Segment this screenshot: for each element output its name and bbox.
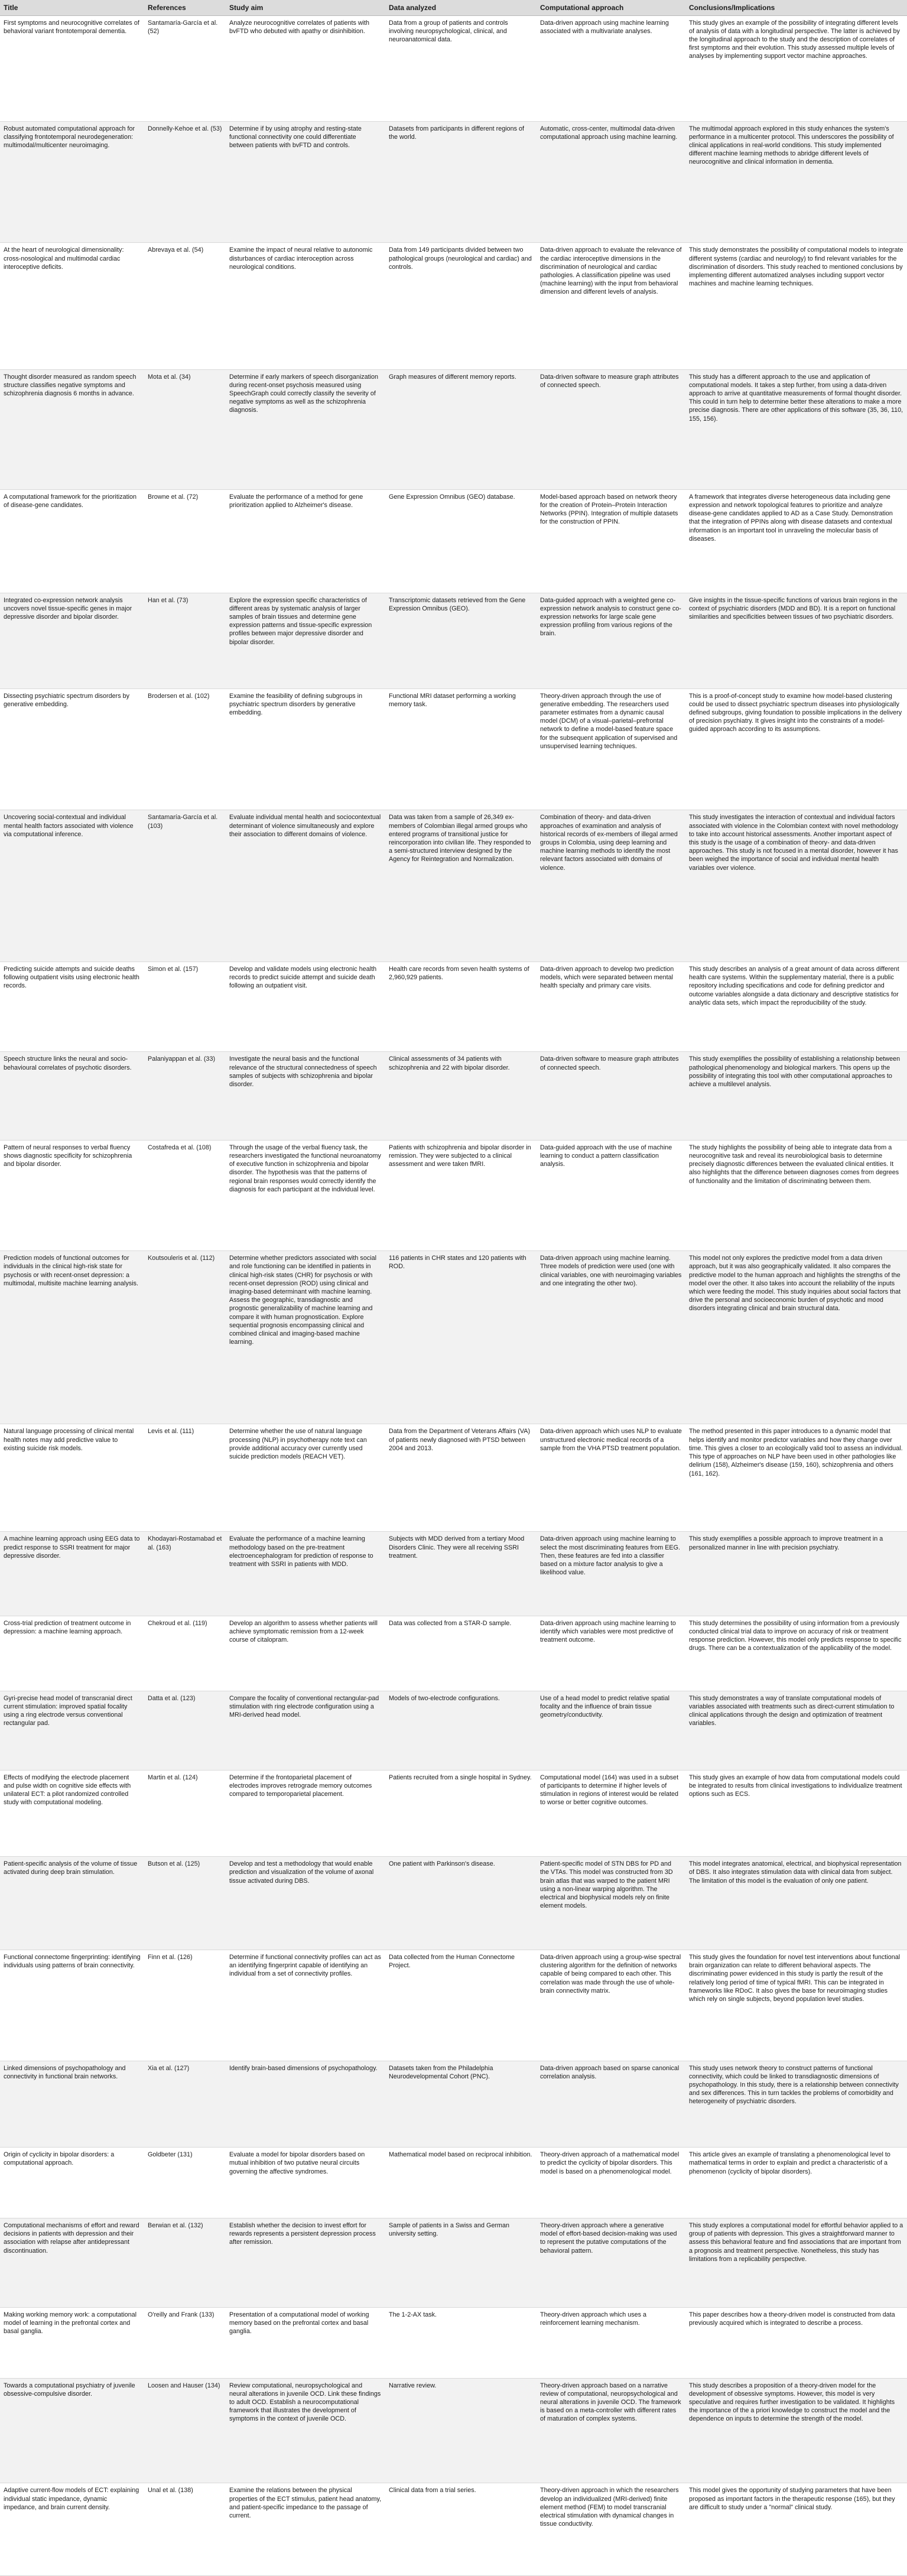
title-cell: At the heart of neurological dimensionality: cross-nosological and multimodal cardiac interoceptive deficits. [0,243,144,369]
approach-cell: Data-driven approach using machine learning. Three models of prediction were used (one with clinical variables, one with neuroimaging variables and one integrating the other two). [537,1251,685,1424]
conclusion-cell: Give insights in the tissue-specific functions of various brain regions in the context of psychiatric disorders (MDD and BD). It is a report on functional similarities and specificities between tissues of two psychiatric disorders. [685,593,907,688]
header-row [0,0,907,15]
title-cell: Integrated co-expression network analysis uncovers novel tissue-specific genes in major depressive disorder and bipolar disorder. [0,593,144,688]
conclusion-cell: This study has a different approach to the use and application of computational models. It takes a step further, from using a data-driven approach to arrive at quantitative measurements of formal thought disorder. This could in turn help to determine better these alterations to make a more precise diagnosis. There are other applications of this software (35, 36, 110, 155, 156). [685,369,907,489]
header-references: References [144,0,226,15]
conclusion-cell: The multimodal approach explored in this study enhances the system's performance in a multicenter protocol. This underscores the possibility of clinical applications in real-world conditions. This study implemented different machine learning methods to abridge different levels of neurocognitive and clinical information in dementia. [685,121,907,243]
reference-cell: Mota et al. (34) [144,369,226,489]
table-row [0,489,907,593]
title-cell: Effects of modifying the electrode placement and pulse width on cognitive side effects with unilateral ECT: a pilot randomized controlled study with computational modeling. [0,1770,144,1857]
reference-cell: Costafreda et al. (108) [144,1140,226,1251]
reference-cell: Han et al. (73) [144,593,226,688]
data-cell: Datasets taken from the Philadelphia Neurodevelopmental Cohort (PNC). [385,2061,537,2148]
title-cell: Natural language processing of clinical mental health notes may add predictive value to existing suicide risk models. [0,1424,144,1532]
approach-cell: Theory-driven approach in which the researchers develop an individualized (MRI-derived) finite element method (FEM) to model transcranial electrical stimulation with dynamical changes in tissue conductivity. [537,2483,685,2576]
table-row [0,121,907,243]
reference-cell: Levis et al. (111) [144,1424,226,1532]
table-row [0,962,907,1052]
data-cell: Sample of patients in a Swiss and German university setting. [385,2218,537,2308]
title-cell: Gyri-precise head model of transcranial direct current stimulation: improved spatial focality using a ring electrode versus conventional rectangular pad. [0,1691,144,1770]
table-row [0,243,907,369]
conclusion-cell: This study gives an example of the possibility of integrating different levels of analysis of data with a longitudinal perspective. The latter is achieved by the longitudinal approach to the study and the description of correlates of first symptoms and their evolution. This study assessed multiple levels of analyses by implementing support vector machine approaches. [685,15,907,121]
approach-cell: Data-driven approach using machine learning to select the most discriminating features from EEG. Then, these features are fed into a classifier based on a mixture factor analysis to give a likelihood value. [537,1532,685,1616]
title-cell: First symptoms and neurocognitive correlates of behavioral variant frontotemporal dementia. [0,15,144,121]
header-title: Title [0,0,144,15]
title-cell: Origin of cyclicity in bipolar disorders: a computational approach. [0,2148,144,2218]
approach-cell: Data-driven software to measure graph attributes of connected speech. [537,1052,685,1140]
table-row [0,1950,907,2061]
reference-cell: Martin et al. (124) [144,1770,226,1857]
reference-cell: O'reilly and Frank (133) [144,2307,226,2378]
aim-cell: Determine if early markers of speech disorganization during recent-onset psychosis measured using SpeechGraph could correctly classify the severity of negative symptoms as well as the schizophrenia diagnosis. [226,369,385,489]
data-cell: Data was taken from a sample of 26,349 ex-members of Colombian illegal armed groups who entered programs of transitional justice for reincorporation into civilian life. They responded to a semi-structured interview designed by the Agency for Reintegration and Normalization. [385,810,537,962]
title-cell: Dissecting psychiatric spectrum disorders by generative embedding. [0,688,144,810]
data-cell: Functional MRI dataset performing a working memory task. [385,688,537,810]
table-row [0,1052,907,1140]
reference-cell: Brodersen et al. (102) [144,688,226,810]
approach-cell: Use of a head model to predict relative spatial focality and the influence of brain tissue geometry/conductivity. [537,1691,685,1770]
reference-cell: Santamaría-García et al. (103) [144,810,226,962]
table-row [0,2148,907,2218]
conclusion-cell: This study demonstrates a way of translate computational models of variables associated with treatments such as direct-current stimulation to clinical applications through the design and optimization of treatment variables. [685,1691,907,1770]
title-cell: Adaptive current-flow models of ECT: explaining individual static impedance, dynamic impedance, and brain current density. [0,2483,144,2576]
table-row [0,1691,907,1770]
approach-cell: Data-driven approach to develop two prediction models, which were separated between mental health specialty and primary care visits. [537,962,685,1052]
table-row [0,369,907,489]
conclusion-cell: This model not only explores the predictive model from a data driven approach, but it was also geographically validated. It also compares the predictive model to the human approach and highlights the strengths of the model over the other. It also takes into account the reliability of the inputs which were feeding the model. This study inquiries about social factors that drive the personal and socioeconomic burden of psychotic and mood disorders integrating clinical and brain structural data. [685,1251,907,1424]
conclusion-cell: A framework that integrates diverse heterogeneous data including gene expression and network topological features to prioritize and analyze disease-gene candidates applied to AD as a Case Study. Demonstration that the integration of PPINs along with disease datasets and contextual information is an important tool in unraveling the molecular basis of diseases. [685,489,907,593]
title-cell: Thought disorder measured as random speech structure classifies negative symptoms and schizophrenia diagnosis 6 months in advance. [0,369,144,489]
aim-cell: Evaluate the performance of a method for gene prioritization applied to Alzheimer's disease. [226,489,385,593]
title-cell: Uncovering social-contextual and individual mental health factors associated with violence via computational inference. [0,810,144,962]
data-cell: Patients with schizophrenia and bipolar disorder in remission. They were subjected to a clinical assessment and were taken fMRI. [385,1140,537,1251]
aim-cell: Determine if by using atrophy and resting-state functional connectivity one could differentiate between patients with bvFTD and controls. [226,121,385,243]
table-row [0,2307,907,2378]
table-row [0,1857,907,1950]
reference-cell: Goldbeter (131) [144,2148,226,2218]
approach-cell: Data-driven approach based on sparse canonical correlation analysis. [537,2061,685,2148]
title-cell: Linked dimensions of psychopathology and connectivity in functional brain networks. [0,2061,144,2148]
table-header [0,0,907,15]
aim-cell: Explore the expression specific characteristics of different areas by systematic analysis of larger samples of brain tissues and determine gene expression patterns and tissue-specific expression profiles between major depressive disorder and bipolar disorder. [226,593,385,688]
title-cell: Predicting suicide attempts and suicide deaths following outpatient visits using electronic health records. [0,962,144,1052]
data-cell: Data from a group of patients and controls involving neuropsychological, clinical, and neuroanatomical data. [385,15,537,121]
reference-cell: Unal et al. (138) [144,2483,226,2576]
data-cell: One patient with Parkinson's disease. [385,1857,537,1950]
conclusion-cell: This study gives an example of how data from computational models could be integrated to results from clinical investigations to individualize treatment options such as ECS. [685,1770,907,1857]
table-row [0,2378,907,2483]
data-cell: Data from 149 participants divided between two pathological groups (neurological and cardiac) and controls. [385,243,537,369]
title-cell: A machine learning approach using EEG data to predict response to SSRI treatment for major depressive disorder. [0,1532,144,1616]
conclusion-cell: This model gives the opportunity of studying parameters that have been proposed as important factors in the therapeutic response (165), but they are difficult to study under a "normal" clinical study. [685,2483,907,2576]
table-row [0,1424,907,1532]
aim-cell: Examine the relations between the physical properties of the ECT stimulus, patient head anatomy, and patient-specific impedance to the passage of current. [226,2483,385,2576]
aim-cell: Develop and validate models using electronic health records to predict suicide attempt and suicide death following an outpatient visit. [226,962,385,1052]
data-cell: Gene Expression Omnibus (GEO) database. [385,489,537,593]
data-cell: Graph measures of different memory reports. [385,369,537,489]
table-row [0,1251,907,1424]
header-conclusions: Conclusions/Implications [685,0,907,15]
data-cell: Subjects with MDD derived from a tertiary Mood Disorders Clinic. They were all receiving SSRI treatment. [385,1532,537,1616]
data-cell: Datasets from participants in different regions of the world. [385,121,537,243]
data-cell: Data was collected from a STAR-D sample. [385,1616,537,1691]
title-cell: Robust automated computational approach for classifying frontotemporal neurodegeneration: multimodal/multicenter neuroimaging. [0,121,144,243]
conclusion-cell: This paper describes how a theory-driven model is constructed from data previously acquired which is integrated to describe a process. [685,2307,907,2378]
aim-cell: Investigate the neural basis and the functional relevance of the structural connectedness of speech samples of subjects with schizophrenia and bipolar disorder. [226,1052,385,1140]
conclusion-cell: This model integrates anatomical, electrical, and biophysical representation of DBS. It also integrates stimulation data with clinical data from subject. The limitation of this model is the evaluation of only one patient. [685,1857,907,1950]
approach-cell: Data-driven approach using a group-wise spectral clustering algorithm for the definition of networks capable of being compared to each other. This correlation was made through the use of whole-brain connectivity matrix. [537,1950,685,2061]
title-cell: Speech structure links the neural and socio-behavioural correlates of psychotic disorders. [0,1052,144,1140]
header-data-analyzed: Data analyzed [385,0,537,15]
data-cell: Transcriptomic datasets retrieved from the Gene Expression Omnibus (GEO). [385,593,537,688]
reference-cell: Loosen and Hauser (134) [144,2378,226,2483]
conclusion-cell: This study demonstrates the possibility of computational models to integrate different systems (cardiac and neurology) to find relevant variables for the discrimination of disorders. This study reached to mentioned conclusions by implementing different automatized analyses including support vector machines and machine learning techniques. [685,243,907,369]
aim-cell: Compare the focality of conventional rectangular-pad stimulation with ring electrode configuration using a MRI-derived head model. [226,1691,385,1770]
title-cell: Patient-specific analysis of the volume of tissue activated during deep brain stimulation. [0,1857,144,1950]
approach-cell: Data-driven software to measure graph attributes of connected speech. [537,369,685,489]
approach-cell: Theory-driven approach which uses a reinforcement learning mechanism. [537,2307,685,2378]
approach-cell: Data-guided approach with the use of machine learning to conduct a pattern classification analysis. [537,1140,685,1251]
conclusion-cell: This study describes a proposition of a theory-driven model for the development of obsessive symptoms. However, this model is very speculative and requires further investigation to be validated. It highlights the importance of the a priori knowledge to construct the model and the dependence on inputs to determine the strength of the model. [685,2378,907,2483]
data-cell: Clinical assessments of 34 patients with schizophrenia and 22 with bipolar disorder. [385,1052,537,1140]
aim-cell: Analyze neurocognitive correlates of patients with bvFTD who debuted with apathy or disinhibition. [226,15,385,121]
approach-cell: Model-based approach based on network theory for the creation of Protein–Protein Interaction Networks (PPIN). Integration of multiple datasets for the construction of PPIN. [537,489,685,593]
table-row [0,2061,907,2148]
header-study-aim: Study aim [226,0,385,15]
title-cell: Pattern of neural responses to verbal fluency shows diagnostic specificity for schizophrenia and bipolar disorder. [0,1140,144,1251]
table-body [0,15,907,2576]
data-cell: Data collected from the Human Connectome Project. [385,1950,537,2061]
header-computational-approach: Computational approach [537,0,685,15]
data-cell: Health care records from seven health systems of 2,960,929 patients. [385,962,537,1052]
table-row [0,2483,907,2576]
aim-cell: Determine if the frontoparietal placement of electrodes improves retrograde memory outcomes compared to temporoparietal placement. [226,1770,385,1857]
aim-cell: Determine whether predictors associated with social and role functioning can be identified in patients in clinical high-risk states (CHR) for psychosis or with recent-onset depression (ROD) using clinical and imaging-based determinant with machine learning. Assess the geographic, transdiagnostic and prognostic generalizability of machine learning and compare it with human prognostication. Explore sequential prognosis encompassing clinical and combined clinical and imaging-based machine learning. [226,1251,385,1424]
approach-cell: Computational model (164) was used in a subset of participants to determine if higher levels of stimulation in regions of interest would be related to worse or better cognitive outcomes. [537,1770,685,1857]
reference-cell: Abrevaya et al. (54) [144,243,226,369]
approach-cell: Theory-driven approach where a generative model of effort-based decision-making was used to represent the putative computations of the behavioral pattern. [537,2218,685,2308]
title-cell: Functional connectome fingerprinting: identifying individuals using patterns of brain connectivity. [0,1950,144,2061]
reference-cell: Berwian et al. (132) [144,2218,226,2308]
approach-cell: Data-driven approach using machine learning associated with a multivariate analyses. [537,15,685,121]
table-row [0,2218,907,2308]
reference-cell: Datta et al. (123) [144,1691,226,1770]
approach-cell: Theory-driven approach through the use of generative embedding. The researchers used parameter estimates from a dynamic causal model (DCM) of a visual–parietal–prefrontal network to define a model-based feature space for the subsequent application of supervised and unsupervised learning techniques. [537,688,685,810]
aim-cell: Determine if functional connectivity profiles can act as an identifying fingerprint capable of identifying an individual from a set of connectivity profiles. [226,1950,385,2061]
aim-cell: Review computational, neuropsychological and neural alterations in juvenile OCD. Link these findings to adult OCD. Establish a neurocomputational framework that illustrates the development of symptoms in the context of juvenile OCD. [226,2378,385,2483]
data-cell: 116 patients in CHR states and 120 patients with ROD. [385,1251,537,1424]
data-cell: Models of two-electrode configurations. [385,1691,537,1770]
reference-cell: Browne et al. (72) [144,489,226,593]
approach-cell: Theory-driven approach of a mathematical model to predict the cyclicity of bipolar disorders. This model is based on a phenomenological model. [537,2148,685,2218]
conclusion-cell: This study gives the foundation for novel test interventions about functional brain organization can relate to different behavioral aspects. The discriminating power evidenced in this study is partly the result of the relatively long period of time of typical fMRI. This can be integrated in frameworks like RDoC. It also gives the base for neuroimaging studies which rely on single subjects, beyond population level studies. [685,1950,907,2061]
reference-cell: Butson et al. (125) [144,1857,226,1950]
reference-cell: Chekroud et al. (119) [144,1616,226,1691]
conclusion-cell: This study explores a computational model for effortful behavior applied to a group of patients with depression. This gives a straightforward manner to assess this behavioral feature and find associations that are important from a prognosis and treatment perspective. Nonetheless, this study has limitations from a replicability perspective. [685,2218,907,2308]
aim-cell: Determine whether the use of natural language processing (NLP) in psychotherapy note text can provide additional accuracy over currently used suicide prediction models (REACH VET). [226,1424,385,1532]
reference-cell: Palaniyappan et al. (33) [144,1052,226,1140]
aim-cell: Presentation of a computational model of working memory based on the prefrontal cortex and basal ganglia. [226,2307,385,2378]
data-cell: Narrative review. [385,2378,537,2483]
approach-cell: Data-driven approach using machine learning to identify which variables were most predictive of treatment outcome. [537,1616,685,1691]
title-cell: Cross-trial prediction of treatment outcome in depression: a machine learning approach. [0,1616,144,1691]
title-cell: A computational framework for the prioritization of disease-gene candidates. [0,489,144,593]
approach-cell: Data-driven approach which uses NLP to evaluate unstructured electronic medical records of a sample from the VHA PTSD treatment population. [537,1424,685,1532]
reference-cell: Santamaría-García et al. (52) [144,15,226,121]
title-cell: Making working memory work: a computational model of learning in the prefrontal cortex and basal ganglia. [0,2307,144,2378]
conclusion-cell: This study investigates the interaction of contextual and individual factors associated with violence in the Colombian context with novel methodology to take into account historical assessments. Another important aspect of this study is the usage of a combination of theory- and data-driven approaches. This study is not focused in a mental disorder, however it has been weighed the importance of social and individual mental health variables over violence. [685,810,907,962]
title-cell: Prediction models of functional outcomes for individuals in the clinical high-risk state for psychosis or with recent-onset depression: a multimodal, multisite machine learning analysis. [0,1251,144,1424]
table-row [0,1616,907,1691]
table-row [0,810,907,962]
conclusion-cell: This study determines the possibility of using information from a previously conducted clinical trial data to improve on accuracy of risk or treatment response prediction. However, this model only predicts response to specific drugs. There can be a contextualization of the applicability of the model. [685,1616,907,1691]
data-cell: Patients recruited from a single hospital in Sydney. [385,1770,537,1857]
reference-cell: Simon et al. (157) [144,962,226,1052]
reference-cell: Xia et al. (127) [144,2061,226,2148]
title-cell: Computational mechanisms of effort and reward decisions in patients with depression and their association with relapse after antidepressant discontinuation. [0,2218,144,2308]
aim-cell: Examine the feasibility of defining subgroups in psychiatric spectrum disorders by generative embedding. [226,688,385,810]
approach-cell: Combination of theory- and data-driven approaches of examination and analysis of historical records of ex-members of illegal armed groups in Colombia, using deep learning and machine learning methods to identify the most relevant factors associated with domains of violence. [537,810,685,962]
title-cell: Towards a computational psychiatry of juvenile obsessive-compulsive disorder. [0,2378,144,2483]
table-row [0,15,907,121]
aim-cell: Examine the impact of neural relative to autonomic disturbances of cardiac interoception across neurological conditions. [226,243,385,369]
table-row [0,1140,907,1251]
aim-cell: Evaluate a model for bipolar disorders based on mutual inhibition of two putative neural circuits governing the affective syndromes. [226,2148,385,2218]
conclusion-cell: This is a proof-of-concept study to examine how model-based clustering could be used to dissect psychiatric spectrum diseases into physiologically defined subgroups, giving foundation to possible implications in the delivery of precision psychiatry. It gives insight into the constraints of a model-guided approach according to its assumptions. [685,688,907,810]
aim-cell: Develop and test a methodology that would enable prediction and visualization of the volume of axonal tissue activated during DBS. [226,1857,385,1950]
reference-cell: Donnelly-Kehoe et al. (53) [144,121,226,243]
table-row [0,1770,907,1857]
approach-cell: Automatic, cross-center, multimodal data-driven computational approach using machine learning. [537,121,685,243]
conclusion-cell: This study exemplifies a possible approach to improve treatment in a personalized manner in line with precision psychiatry. [685,1532,907,1616]
conclusion-cell: The method presented in this paper introduces to a dynamic model that helps identify and monitor predictor variables and how they change over time. This gives a closer to an ecologically valid tool to assess an individual. This type of approaches on NLP have been used in other pathologies like delirium (158), Alzheimer's disease (159, 160), schizophrenia and others (161, 162). [685,1424,907,1532]
reference-cell: Finn et al. (126) [144,1950,226,2061]
conclusion-cell: This article gives an example of translating a phenomenological level to mathematical terms in order to explain and predict a characteristic of a phenomenon (cyclicity of bipolar disorders). [685,2148,907,2218]
aim-cell: Evaluate individual mental health and sociocontextual determinant of violence simultaneously and explore their association to different domains of violence. [226,810,385,962]
table-row [0,593,907,688]
reference-cell: Khodayari-Rostamabad et al. (163) [144,1532,226,1616]
approach-cell: Patient-specific model of STN DBS for PD and the VTAs. This model was constructed from 3D brain atlas that was warped to the patient MRI using a non-linear warping algorithm. The electrical and biophysical models rely on finite element models. [537,1857,685,1950]
aim-cell: Evaluate the performance of a machine learning methodology based on the pre-treatment electroencephalogram for prediction of response to treatment with SSRI in patients with MDD. [226,1532,385,1616]
aim-cell: Through the usage of the verbal fluency task, the researchers investigated the functional neuroanatomy of executive function in schizophrenia and bipolar disorder. The hypothesis was that the patterns of regional brain responses would correctly identify the diagnosis for each participant at the individual level. [226,1140,385,1251]
approach-cell: Data-driven approach to evaluate the relevance of the cardiac interoceptive dimensions in the discrimination of neurological and cardiac pathologies. A classification pipeline was used (machine learning) with the input from behavioral dimension and different levels of analysis. [537,243,685,369]
conclusion-cell: The study highlights the possibility of being able to integrate data from a neurocognitive task and reveal its neurobiological basis to determine precisely diagnostic differences between the evaluated clinical entities. It also highlights that the difference between diagnoses comes from degrees of functionality and the limitation of discriminating between them. [685,1140,907,1251]
conclusion-cell: This study describes an analysis of a great amount of data across different health care systems. Within the supplementary material, there is a public repository including specifications and code for defining predictor and outcome variables alongside a data dictionary and descriptive statistics for analytic data sets, which impact the reproducibility of the study. [685,962,907,1052]
data-cell: Clinical data from a trial series. [385,2483,537,2576]
reference-cell: Koutsouleris et al. (112) [144,1251,226,1424]
data-cell: Data from the Department of Veterans Affairs (VA) of patients newly diagnosed with PTSD between 2004 and 2013. [385,1424,537,1532]
table-row [0,1532,907,1616]
aim-cell: Identify brain-based dimensions of psychopathology. [226,2061,385,2148]
approach-cell: Theory-driven approach based on a narrative review of computational, neuropsychological and neural alterations in juvenile OCD. The framework is based on a meta-controller with different rates of maturation of complex systems. [537,2378,685,2483]
approach-cell: Data-guided approach with a weighted gene co-expression network analysis to construct gene co-expression networks for large scale gene expression profiling from various regions of the brain. [537,593,685,688]
data-cell: The 1-2-AX task. [385,2307,537,2378]
conclusion-cell: This study uses network theory to construct patterns of functional connectivity, which could be linked to transdiagnostic dimensions of psychopathology. In this study, there is a relationship between connectivity and sex differences. This in turn tackles the problems of comorbidity and heterogeneity of psychiatric disorders. [685,2061,907,2148]
aim-cell: Develop an algorithm to assess whether patients will achieve symptomatic remission from a 12-week course of citalopram. [226,1616,385,1691]
aim-cell: Establish whether the decision to invest effort for rewards represents a persistent depression process after remission. [226,2218,385,2308]
data-cell: Mathematical model based on reciprocal inhibition. [385,2148,537,2218]
table-row [0,688,907,810]
conclusion-cell: This study exemplifies the possibility of establishing a relationship between pathological phenomenology and biological markers. This opens up the possibility of integrating this tool with other computational approaches to achieve a multilevel analysis. [685,1052,907,1140]
